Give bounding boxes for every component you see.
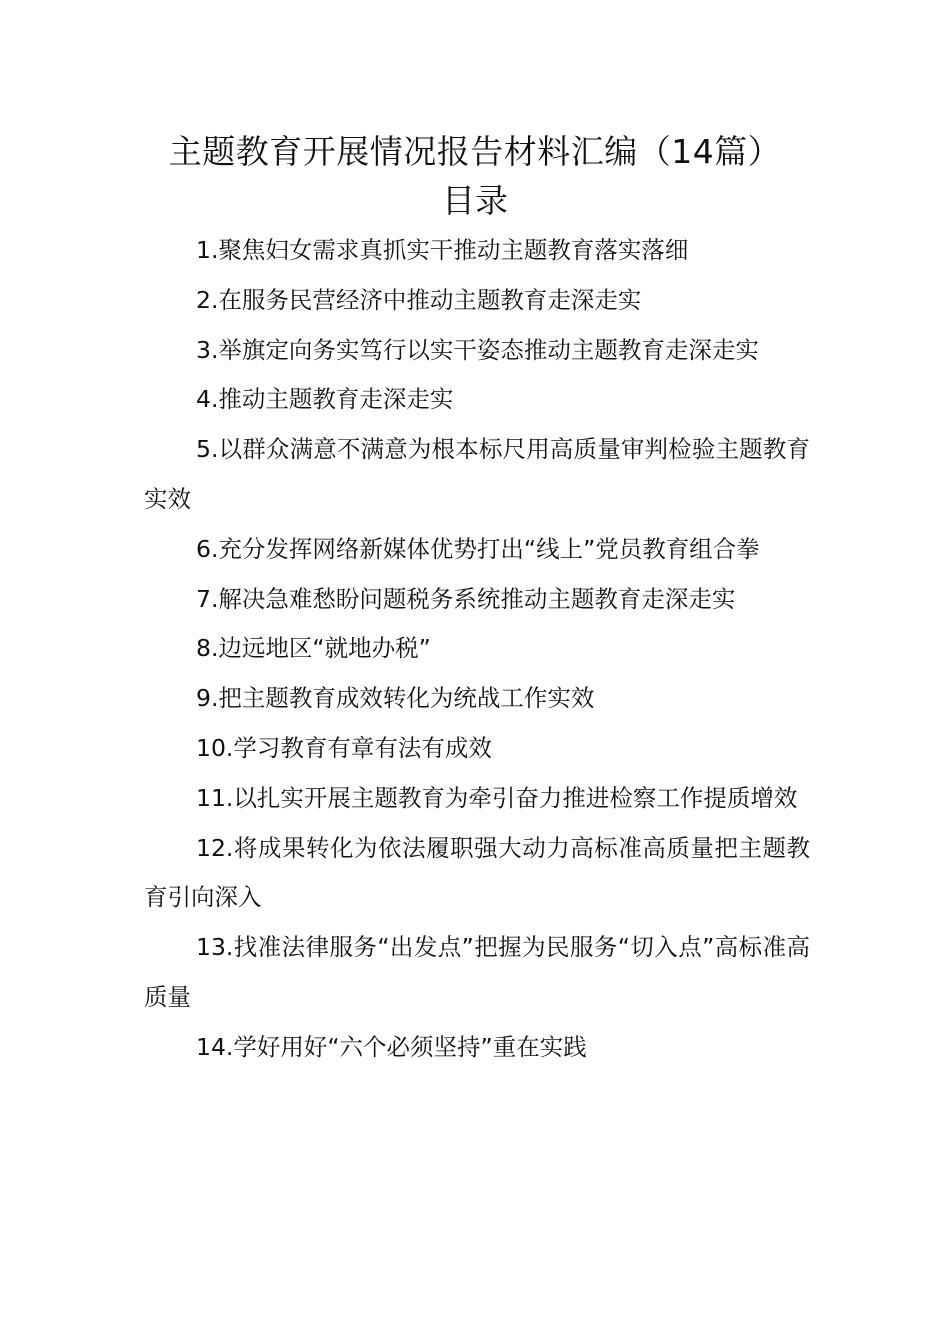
toc-item-3: 3.举旗定向务实笃行以实干姿态推动主题教育走深走实	[196, 335, 759, 364]
toc-item-7: 7.解决急难愁盼问题税务系统推动主题教育走深走实	[196, 584, 736, 613]
toc-item-9: 9.把主题教育成效转化为统战工作实效	[196, 684, 595, 713]
toc-item-5: 5.以群众满意不满意为根本标尺用高质量审判检验主题教育实效	[144, 435, 810, 513]
toc-item-11: 11.以扎实开展主题教育为牵引奋力推进检察工作提质增效	[196, 783, 798, 812]
toc-item-8: 8.边远地区“就地办税”	[196, 634, 431, 663]
toc-heading: 目录	[442, 181, 508, 220]
toc-item-10: 10.学习教育有章有法有成效	[196, 733, 492, 762]
toc-item-1: 1.聚焦妇女需求真抓实干推动主题教育落实落细	[196, 236, 689, 264]
toc-item-14: 14.学好用好“六个必须坚持”重在实践	[196, 1032, 587, 1061]
toc-item-12: 12.将成果转化为依法履职强大动力高标准高质量把主题教育引向深入	[144, 833, 810, 912]
document-title: 主题教育开展情况报告材料汇编（14篇）	[168, 132, 782, 171]
table-of-contents	[144, 226, 810, 1073]
toc-item-4: 4.推动主题教育走深走实	[196, 385, 454, 414]
toc-item-2: 2.在服务民营经济中推动主题教育走深走实	[196, 285, 642, 314]
toc-item-6: 6.充分发挥网络新媒体优势打出“线上”党员教育组合拳	[196, 534, 760, 563]
toc-item-13: 13.找准法律服务“出发点”把握为民服务“切入点”高标准高质量	[144, 933, 810, 1011]
